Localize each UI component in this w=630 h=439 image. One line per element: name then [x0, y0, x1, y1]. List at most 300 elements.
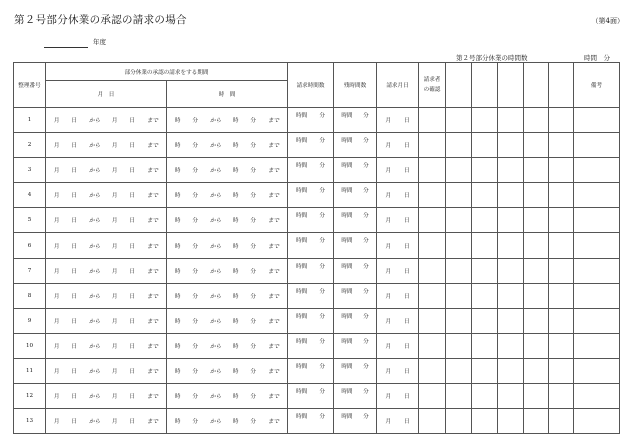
blank-cell-5[interactable] [549, 208, 574, 233]
blank-cell-2[interactable] [472, 308, 498, 333]
until-label: まで [146, 143, 159, 150]
table-row [14, 409, 620, 434]
to-minute-label: 分 [250, 368, 256, 375]
table-row [14, 358, 620, 383]
minutes-label: 分 [363, 288, 369, 295]
to-hour-label: 時 [232, 343, 239, 350]
day-label: 日 [403, 343, 410, 350]
blank-cell-1[interactable] [446, 258, 472, 283]
date-range-cell[interactable] [46, 133, 167, 158]
from-month-label: 月 [53, 318, 60, 325]
remaining-hours-cell[interactable] [334, 384, 377, 409]
from-label: から [88, 218, 101, 225]
remarks-cell[interactable] [574, 333, 620, 358]
to-month-label: 月 [111, 218, 118, 225]
from-day-label: 日 [71, 168, 77, 175]
blank-cell-1[interactable] [446, 133, 472, 158]
month-label: 月 [385, 168, 392, 175]
hours-label: 時間 [341, 414, 353, 421]
to-minute-label: 分 [250, 193, 256, 200]
from-day-label: 日 [71, 218, 77, 225]
time-range-cell[interactable] [167, 333, 288, 358]
from-hour-label: 時 [174, 419, 181, 426]
minutes-label: 分 [363, 363, 369, 370]
day-label: 日 [403, 318, 410, 325]
to-month-label: 月 [111, 268, 118, 275]
table-row [14, 333, 620, 358]
to-day-label: 日 [129, 343, 135, 350]
table-row [14, 258, 620, 283]
table-row [14, 183, 620, 208]
request-date-cell[interactable] [377, 308, 419, 333]
from-day-label: 日 [71, 268, 77, 275]
time-range-cell[interactable] [167, 108, 288, 133]
request-hours-cell[interactable] [288, 258, 334, 283]
from-hour-label: 時 [174, 118, 181, 125]
blank-cell-3[interactable] [498, 133, 524, 158]
to-hour-label: 時 [232, 368, 239, 375]
to-month-label: 月 [111, 343, 118, 350]
request-hours-cell[interactable] [288, 108, 334, 133]
from-label: から [88, 343, 101, 350]
until-label: まで [146, 368, 159, 375]
until-label: まで [146, 318, 159, 325]
confirm-cell[interactable] [419, 258, 446, 283]
confirm-cell[interactable] [419, 308, 446, 333]
from-label: から [209, 118, 222, 125]
blank-cell-5[interactable] [549, 333, 574, 358]
remarks-cell[interactable] [574, 258, 620, 283]
to-day-label: 日 [129, 268, 135, 275]
minutes-label: 分 [363, 188, 369, 195]
confirm-cell[interactable] [419, 133, 446, 158]
time-range-cell[interactable] [167, 409, 288, 434]
blank-cell-3[interactable] [498, 208, 524, 233]
from-label: から [209, 168, 222, 175]
request-date-cell[interactable] [377, 409, 419, 434]
minutes-label: 分 [363, 313, 369, 320]
time-range-cell[interactable] [167, 233, 288, 258]
remarks-cell[interactable] [574, 308, 620, 333]
request-hours-cell[interactable] [288, 208, 334, 233]
hours-label: 時間 [341, 238, 353, 245]
minutes-label: 分 [319, 113, 325, 119]
to-month-label: 月 [111, 368, 118, 375]
blank-cell-3[interactable] [498, 333, 524, 358]
blank-cell-3[interactable] [498, 233, 524, 258]
time-range-cell[interactable] [167, 133, 288, 158]
blank-cell-3[interactable] [498, 358, 524, 383]
remarks-cell[interactable] [574, 133, 620, 158]
to-hour-label: 時 [232, 218, 239, 225]
blank-cell-1[interactable] [446, 358, 472, 383]
blank-cell-2[interactable] [472, 258, 498, 283]
blank-cell-1[interactable] [446, 183, 472, 208]
blank-cell-4[interactable] [524, 283, 549, 308]
blank-cell-1[interactable] [446, 283, 472, 308]
blank-cell-4[interactable] [524, 208, 549, 233]
minutes-label: 分 [363, 238, 369, 245]
date-range-cell[interactable] [46, 208, 167, 233]
remaining-hours-cell[interactable] [334, 358, 377, 383]
confirm-cell[interactable] [419, 183, 446, 208]
minutes-label: 分 [319, 238, 325, 245]
from-label: から [88, 318, 101, 325]
remarks-cell[interactable] [574, 108, 620, 133]
blank-cell-5[interactable] [549, 233, 574, 258]
blank-cell-4[interactable] [524, 183, 549, 208]
remaining-hours-cell[interactable] [334, 133, 377, 158]
time-range-cell[interactable] [167, 258, 288, 283]
blank-cell-3[interactable] [498, 308, 524, 333]
request-date-cell[interactable] [377, 133, 419, 158]
from-label: から [88, 268, 101, 275]
remarks-cell[interactable] [574, 358, 620, 383]
blank-cell-5[interactable] [549, 133, 574, 158]
confirm-cell[interactable] [419, 233, 446, 258]
request-date-cell[interactable] [377, 233, 419, 258]
request-date-cell[interactable] [377, 108, 419, 133]
minutes-label: 分 [319, 163, 325, 170]
header-blank-2 [472, 63, 498, 108]
from-hour-label: 時 [174, 243, 181, 250]
confirm-cell[interactable] [419, 409, 446, 434]
hours-label: 時間 [341, 113, 353, 119]
from-month-label: 月 [53, 168, 60, 175]
from-label: から [209, 193, 222, 200]
request-date-cell[interactable] [377, 208, 419, 233]
request-date-cell[interactable] [377, 158, 419, 183]
remaining-hours-cell[interactable] [334, 158, 377, 183]
blank-cell-5[interactable] [549, 358, 574, 383]
request-hours-cell[interactable] [288, 384, 334, 409]
from-month-label: 月 [53, 218, 60, 225]
remarks-cell[interactable] [574, 384, 620, 409]
blank-cell-2[interactable] [472, 158, 498, 183]
blank-cell-1[interactable] [446, 384, 472, 409]
blank-cell-2[interactable] [472, 133, 498, 158]
blank-cell-4[interactable] [524, 133, 549, 158]
from-hour-label: 時 [174, 268, 181, 275]
blank-cell-4[interactable] [524, 233, 549, 258]
blank-cell-3[interactable] [498, 384, 524, 409]
to-month-label: 月 [111, 193, 118, 200]
time-range-cell[interactable] [167, 384, 288, 409]
hours-label: 時間 [341, 389, 353, 396]
request-date-cell[interactable] [377, 358, 419, 383]
request-hours-cell[interactable] [288, 133, 334, 158]
row-number: 11 [14, 358, 46, 383]
to-minute-label: 分 [250, 168, 256, 175]
from-label: から [209, 268, 222, 275]
remaining-hours-cell[interactable] [334, 208, 377, 233]
minutes-label: 分 [363, 414, 369, 421]
from-month-label: 月 [53, 243, 60, 250]
to-hour-label: 時 [232, 268, 239, 275]
month-label: 月 [385, 394, 392, 401]
month-label: 月 [385, 343, 392, 350]
hours-label: 時間 [296, 213, 308, 220]
blank-cell-3[interactable] [498, 409, 524, 434]
blank-cell-3[interactable] [498, 283, 524, 308]
request-hours-cell[interactable] [288, 158, 334, 183]
blank-cell-2[interactable] [472, 384, 498, 409]
day-label: 日 [403, 193, 410, 200]
blank-cell-1[interactable] [446, 208, 472, 233]
blank-cell-2[interactable] [472, 208, 498, 233]
blank-cell-1[interactable] [446, 409, 472, 434]
to-minute-label: 分 [250, 268, 256, 275]
remaining-hours-cell[interactable] [334, 308, 377, 333]
to-hour-label: 時 [232, 243, 239, 250]
request-hours-cell[interactable] [288, 358, 334, 383]
header-number: 整理番号 [14, 63, 46, 108]
day-label: 日 [403, 168, 410, 175]
until-label: まで [267, 293, 280, 300]
confirm-cell[interactable] [419, 358, 446, 383]
blank-cell-5[interactable] [549, 384, 574, 409]
date-range-cell[interactable] [46, 233, 167, 258]
header-confirm-line1: 請求者 [423, 77, 441, 83]
remaining-hours-cell[interactable] [334, 409, 377, 434]
month-label: 月 [385, 118, 392, 125]
time-range-cell[interactable] [167, 308, 288, 333]
to-hour-label: 時 [232, 168, 239, 175]
to-minute-label: 分 [250, 243, 256, 250]
to-month-label: 月 [111, 143, 118, 150]
to-minute-label: 分 [250, 343, 256, 350]
minutes-label: 分 [319, 138, 325, 145]
until-label: まで [267, 394, 280, 401]
from-minute-label: 分 [192, 243, 198, 250]
month-label: 月 [385, 368, 392, 375]
request-date-cell[interactable] [377, 283, 419, 308]
request-hours-cell[interactable] [288, 183, 334, 208]
from-month-label: 月 [53, 368, 60, 375]
from-label: から [209, 318, 222, 325]
to-day-label: 日 [129, 168, 135, 175]
time-range-cell[interactable] [167, 183, 288, 208]
row-number: 8 [14, 283, 46, 308]
request-hours-cell[interactable] [288, 233, 334, 258]
blank-cell-4[interactable] [524, 158, 549, 183]
remaining-hours-cell[interactable] [334, 183, 377, 208]
confirm-cell[interactable] [419, 283, 446, 308]
request-date-cell[interactable] [377, 258, 419, 283]
blank-cell-2[interactable] [472, 283, 498, 308]
blank-cell-5[interactable] [549, 108, 574, 133]
until-label: まで [146, 293, 159, 300]
until-label: まで [146, 168, 159, 175]
date-range-cell[interactable] [46, 358, 167, 383]
to-minute-label: 分 [250, 419, 256, 426]
to-day-label: 日 [129, 243, 135, 250]
request-hours-cell[interactable] [288, 333, 334, 358]
minutes-label: 分 [319, 389, 325, 396]
from-minute-label: 分 [192, 318, 198, 325]
request-date-cell[interactable] [377, 183, 419, 208]
blank-cell-2[interactable] [472, 333, 498, 358]
date-range-cell[interactable] [46, 384, 167, 409]
blank-cell-4[interactable] [524, 258, 549, 283]
remaining-hours-cell[interactable] [334, 258, 377, 283]
confirm-cell[interactable] [419, 208, 446, 233]
row-number: 10 [14, 333, 46, 358]
blank-cell-4[interactable] [524, 108, 549, 133]
from-minute-label: 分 [192, 343, 198, 350]
date-range-cell[interactable] [46, 283, 167, 308]
minutes-label: 分 [363, 113, 369, 119]
until-label: まで [146, 193, 159, 200]
from-month-label: 月 [53, 143, 60, 150]
request-date-cell[interactable] [377, 384, 419, 409]
blank-cell-3[interactable] [498, 258, 524, 283]
blank-cell-4[interactable] [524, 308, 549, 333]
confirm-cell[interactable] [419, 384, 446, 409]
remarks-cell[interactable] [574, 233, 620, 258]
time-range-cell[interactable] [167, 358, 288, 383]
from-day-label: 日 [71, 419, 77, 426]
blank-cell-5[interactable] [549, 308, 574, 333]
to-minute-label: 分 [250, 143, 256, 150]
blank-cell-4[interactable] [524, 358, 549, 383]
until-label: まで [146, 343, 159, 350]
from-month-label: 月 [53, 193, 60, 200]
until-label: まで [267, 318, 280, 325]
to-minute-label: 分 [250, 118, 256, 125]
from-minute-label: 分 [192, 118, 198, 125]
time-range-cell[interactable] [167, 208, 288, 233]
day-label: 日 [403, 218, 410, 225]
to-minute-label: 分 [250, 394, 256, 401]
remaining-hours-cell[interactable] [334, 333, 377, 358]
row-number: 6 [14, 233, 46, 258]
day-label: 日 [403, 243, 410, 250]
confirm-cell[interactable] [419, 158, 446, 183]
date-range-cell[interactable] [46, 108, 167, 133]
from-label: から [209, 394, 222, 401]
blank-cell-5[interactable] [549, 409, 574, 434]
request-hours-cell[interactable] [288, 409, 334, 434]
remarks-cell[interactable] [574, 183, 620, 208]
blank-cell-4[interactable] [524, 333, 549, 358]
remaining-hours-cell[interactable] [334, 108, 377, 133]
hours-label: 時間 [296, 363, 308, 370]
to-day-label: 日 [129, 368, 135, 375]
blank-cell-2[interactable] [472, 108, 498, 133]
minutes-label: 分 [319, 363, 325, 370]
blank-cell-3[interactable] [498, 158, 524, 183]
month-label: 月 [385, 193, 392, 200]
from-label: から [88, 118, 101, 125]
request-date-cell[interactable] [377, 333, 419, 358]
to-month-label: 月 [111, 243, 118, 250]
hours-label: 時間 [341, 163, 353, 170]
month-label: 月 [385, 293, 392, 300]
blank-cell-2[interactable] [472, 183, 498, 208]
blank-cell-3[interactable] [498, 183, 524, 208]
from-month-label: 月 [53, 343, 60, 350]
to-month-label: 月 [111, 118, 118, 125]
remarks-cell[interactable] [574, 283, 620, 308]
from-month-label: 月 [53, 293, 60, 300]
blank-cell-3[interactable] [498, 108, 524, 133]
row-number: 5 [14, 208, 46, 233]
blank-cell-5[interactable] [549, 158, 574, 183]
from-month-label: 月 [53, 394, 60, 401]
remarks-cell[interactable] [574, 208, 620, 233]
blank-cell-2[interactable] [472, 233, 498, 258]
confirm-cell[interactable] [419, 108, 446, 133]
row-number: 9 [14, 308, 46, 333]
table-row [14, 308, 620, 333]
date-range-cell[interactable] [46, 258, 167, 283]
blank-cell-5[interactable] [549, 283, 574, 308]
remarks-cell[interactable] [574, 409, 620, 434]
until-label: まで [267, 243, 280, 250]
month-label: 月 [385, 218, 392, 225]
from-minute-label: 分 [192, 268, 198, 275]
hours-label: 時間 [296, 113, 308, 119]
to-minute-label: 分 [250, 293, 256, 300]
day-label: 日 [403, 293, 410, 300]
time-range-cell[interactable] [167, 158, 288, 183]
from-day-label: 日 [71, 368, 77, 375]
blank-cell-1[interactable] [446, 308, 472, 333]
hours-label: 時間 [296, 238, 308, 245]
date-range-cell[interactable] [46, 183, 167, 208]
request-hours-cell[interactable] [288, 283, 334, 308]
date-range-cell[interactable] [46, 158, 167, 183]
blank-cell-1[interactable] [446, 233, 472, 258]
to-day-label: 日 [129, 394, 135, 401]
month-label: 月 [385, 268, 392, 275]
blank-cell-4[interactable] [524, 409, 549, 434]
to-month-label: 月 [111, 394, 118, 401]
date-range-cell[interactable] [46, 308, 167, 333]
to-minute-label: 分 [250, 218, 256, 225]
blank-cell-5[interactable] [549, 258, 574, 283]
blank-cell-2[interactable] [472, 358, 498, 383]
remarks-cell[interactable] [574, 158, 620, 183]
from-label: から [88, 193, 101, 200]
remaining-hours-cell[interactable] [334, 283, 377, 308]
hours-label: 時間 [296, 313, 308, 320]
date-range-cell[interactable] [46, 333, 167, 358]
blank-cell-1[interactable] [446, 333, 472, 358]
until-label: まで [146, 218, 159, 225]
time-range-cell[interactable] [167, 283, 288, 308]
hours-label: 時間 [296, 263, 308, 270]
from-hour-label: 時 [174, 168, 181, 175]
request-hours-cell[interactable] [288, 308, 334, 333]
blank-cell-2[interactable] [472, 409, 498, 434]
blank-cell-5[interactable] [549, 183, 574, 208]
blank-cell-4[interactable] [524, 384, 549, 409]
remaining-hours-cell[interactable] [334, 233, 377, 258]
from-hour-label: 時 [174, 318, 181, 325]
to-hour-label: 時 [232, 118, 239, 125]
until-label: まで [267, 118, 280, 125]
confirm-cell[interactable] [419, 333, 446, 358]
date-range-cell[interactable] [46, 409, 167, 434]
table-row [14, 233, 620, 258]
row-number: 1 [14, 108, 46, 133]
blank-cell-1[interactable] [446, 108, 472, 133]
from-day-label: 日 [71, 318, 77, 325]
blank-cell-1[interactable] [446, 158, 472, 183]
row-number: 2 [14, 133, 46, 158]
